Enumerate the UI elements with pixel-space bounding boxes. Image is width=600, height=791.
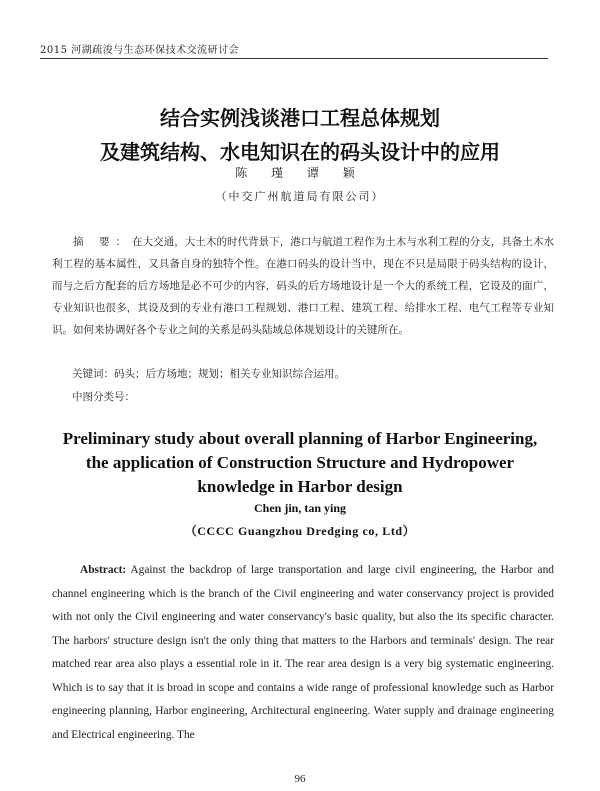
abstract-cn-label: 摘 要：: [73, 236, 133, 248]
title-cn: [40, 101, 560, 169]
page-number: 96: [294, 773, 306, 785]
keywords-cn-text: 码头；后方场地；规划；相关专业知识综合运用。: [114, 368, 345, 380]
title-en-line2: the application of Construction Structure and Hydropower: [85, 453, 515, 472]
running-header: 2015 河湖疏浚与生态环保技术交流研讨会: [40, 45, 240, 56]
affiliation-cn: （中交广州航道局有限公司）: [215, 190, 385, 203]
title-cn-line1: 结合实例浅谈港口工程总体规划: [160, 106, 440, 130]
title-cn-line2: 及建筑结构、水电知识在的码头设计中的应用: [100, 140, 500, 164]
author-en: Chen jin, tan ying: [253, 501, 347, 515]
abstract-cn-text: 在大交通，大土木的时代背景下，港口与航道工程作为土木与水利工程的分支，具备土木水利工程的基本属性，又具备自身的独特个性。在港口码头的设计当中，现在不只是局限于码头结构的设计，而与之后方配套的后方场地是必不可少的内容，码头的后方场地设计是一个大的系统工程，它设及的面广，专业知识也很多，其设及到的专业有港口工程规划、港口工程、建筑工程、给排水工程、电气工程等专业知识。如何来协调好各个专业之间的关系是码头陆域总体规划设计的关键所在。: [52, 236, 555, 336]
abstract-cn: [52, 231, 554, 341]
header-rule: [40, 58, 548, 59]
abstract-en-label: Abstract:: [80, 564, 127, 576]
class-number-cn: [72, 386, 135, 408]
keywords-cn-label: 关键词：: [72, 368, 114, 380]
title-en-line1: Preliminary study about overall planning of Harbor Engineering,: [62, 429, 538, 448]
affiliation-en: （CCCC Guangzhou Dredging co, Ltd）: [184, 524, 416, 538]
keywords-cn: [72, 363, 345, 385]
title-en: [44, 427, 556, 499]
author-cn: 陈 瑾 谭 颖: [235, 166, 365, 180]
class-number-cn-label: 中图分类号：: [72, 391, 135, 403]
title-en-line3: knowledge in Harbor design: [197, 477, 403, 496]
abstract-en: [52, 559, 554, 747]
abstract-en-text: Against the backdrop of large transportation and large civil engineering, the Harbor and channel engineering which is the branch of the Civil engineering and water conservancy project is provided with not only the Civil engineering and water conservancy's basic quality, but also the its specific character. The harbors' structure design isn't the only thing that matters to the Harbors and terminals' design. The rear matched rear area also plays a essential role in it. The rear area design is a very big systematic engineering. Which is to say that it is broad in scope and contains a wide range of professional knowledge such as Harbor engineering planning, Harbor engineering, Architectural engineering. Water supply and drainage engineering and Electrical engineering. The: [52, 564, 555, 741]
